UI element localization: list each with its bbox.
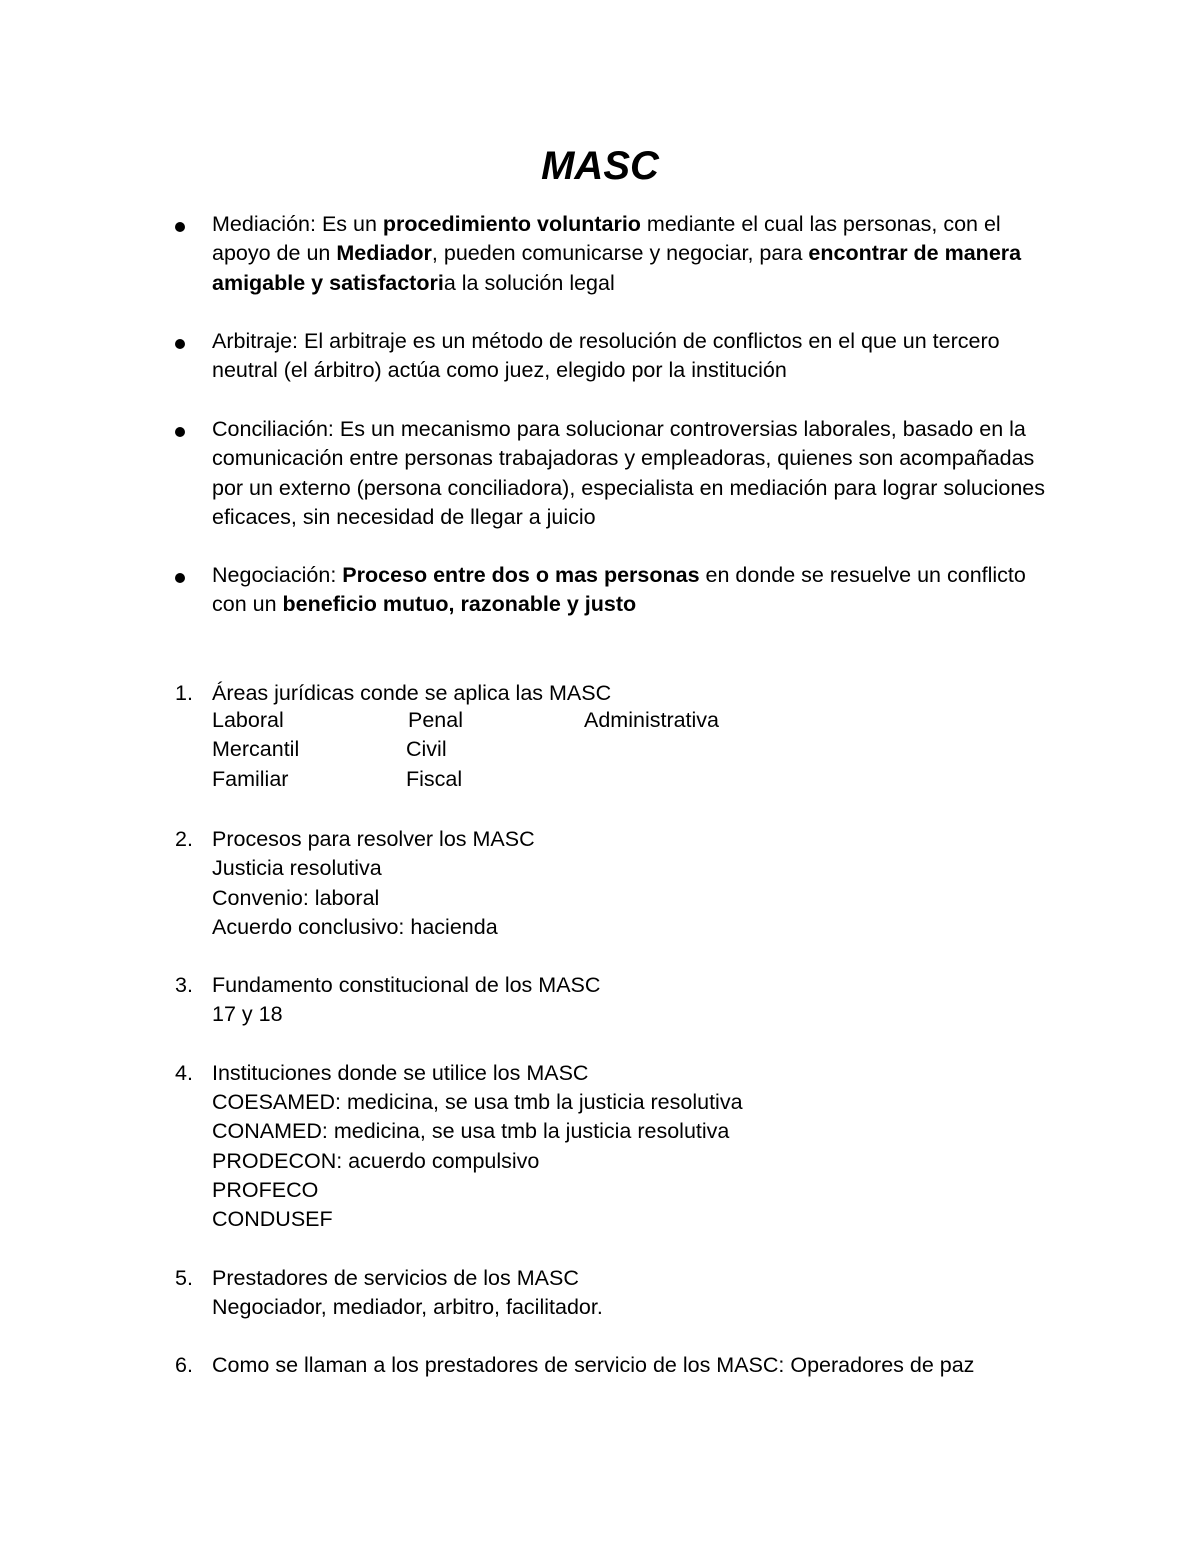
item-line: Negociador, mediador, arbitro, facilitador. [212, 1294, 603, 1319]
item-heading: Procesos para resolver los MASC [212, 827, 535, 851]
item-heading: Prestadores de servicios de los MASC [212, 1265, 579, 1290]
numbered-item-4 [0, 1059, 1112, 1235]
definition-text: Es un mecanismo para solucionar controversias laborales, basado en la comunicación entre personas trabajadoras y empleadoras, quienes son acompañadas por un externo (persona conciliadora), especialista en mediación para lograr soluciones eficaces, sin necesidad de llegar a juicio [212, 417, 1045, 529]
list-number: 1. [175, 681, 193, 705]
item-line: Acuerdo conclusivo: hacienda [212, 914, 498, 939]
area-cell: Fiscal [406, 766, 463, 791]
area-cell: Mercantil [212, 737, 300, 762]
item-line: PRODECON: acuerdo compulsivo [212, 1148, 540, 1173]
bold-text: procedimiento voluntario [382, 212, 641, 236]
definition-text: El arbitraje es un método de resolución de conflictos en el que un tercero neutral (el árbitro) actúa como juez, elegido por la institución [212, 329, 1000, 383]
bold-text: encontrar de manera amigable y satisfactori [212, 241, 1022, 295]
numbered-item-2 [0, 825, 1112, 942]
item-heading: Instituciones donde se utilice los MASC [212, 1060, 589, 1085]
list-number: 2. [175, 827, 193, 851]
list-item-conciliacion [0, 415, 1052, 532]
bold-text: Mediador [336, 241, 432, 266]
bullet-icon [175, 573, 185, 583]
bold-text: Proceso entre dos o mas personas [342, 563, 700, 587]
item-line: Justicia resolutiva [212, 856, 382, 881]
numbered-item-5 [0, 1264, 1112, 1323]
item-heading: Fundamento constitucional de los MASC [212, 973, 601, 998]
item-line: 17 y 18 [212, 1002, 283, 1027]
list-item-mediacion [0, 210, 1052, 298]
areas-grid [0, 708, 1200, 796]
list-number: 4. [175, 1060, 193, 1085]
item-line: Convenio: laboral [212, 885, 380, 910]
area-cell: Administrativa [584, 708, 720, 732]
item-line: CONDUSEF [212, 1207, 333, 1232]
area-cell: Civil [406, 737, 447, 762]
term-label: Conciliación: [212, 417, 334, 441]
item-line: CONAMED: medicina, se usa tmb la justicia resolutiva [212, 1119, 730, 1144]
questions-list-continued [0, 825, 1200, 1380]
list-number: 5. [175, 1265, 193, 1290]
item-line: PROFECO [212, 1177, 319, 1202]
numbered-item-6 [0, 1351, 1112, 1380]
list-number: 3. [175, 973, 193, 998]
areas-row [0, 767, 1200, 796]
list-number: 6. [175, 1353, 193, 1378]
bullet-icon [175, 339, 185, 349]
item-heading: Como se llaman a los prestadores de servicio de los MASC: Operadores de paz [212, 1353, 975, 1378]
bullet-icon [175, 427, 185, 437]
bullet-icon [175, 222, 185, 232]
item-heading: Áreas jurídicas conde se aplica las MASC [212, 681, 612, 705]
list-item-negociacion [0, 561, 1052, 620]
term-label: Mediación: [212, 212, 316, 236]
term-label: Arbitraje: [212, 329, 299, 353]
list-item-arbitraje [0, 327, 1052, 386]
text-run: a la solución legal [443, 270, 615, 295]
text-run: en donde se resuelve un conflicto con un [212, 563, 1026, 617]
text-run: Es un [315, 212, 383, 236]
definitions-list [0, 210, 1200, 620]
text-run: , pueden comunicarse y negociar, para [431, 241, 809, 266]
numbered-item-3 [0, 971, 1112, 1030]
area-cell: Laboral [212, 708, 284, 732]
text-run: mediante el cual las personas, con el apoyo de un [212, 212, 1001, 266]
term-label: Negociación: [212, 563, 337, 587]
areas-row [0, 737, 1200, 766]
page-title: MASC [541, 144, 659, 188]
area-cell: Familiar [212, 766, 289, 791]
item-line: COESAMED: medicina, se usa tmb la justicia resolutiva [212, 1090, 743, 1115]
area-cell: Penal [408, 708, 463, 732]
bold-text: beneficio mutuo, razonable y justo [282, 592, 637, 617]
numbered-item-1 [0, 679, 1112, 708]
areas-row [0, 708, 1200, 737]
